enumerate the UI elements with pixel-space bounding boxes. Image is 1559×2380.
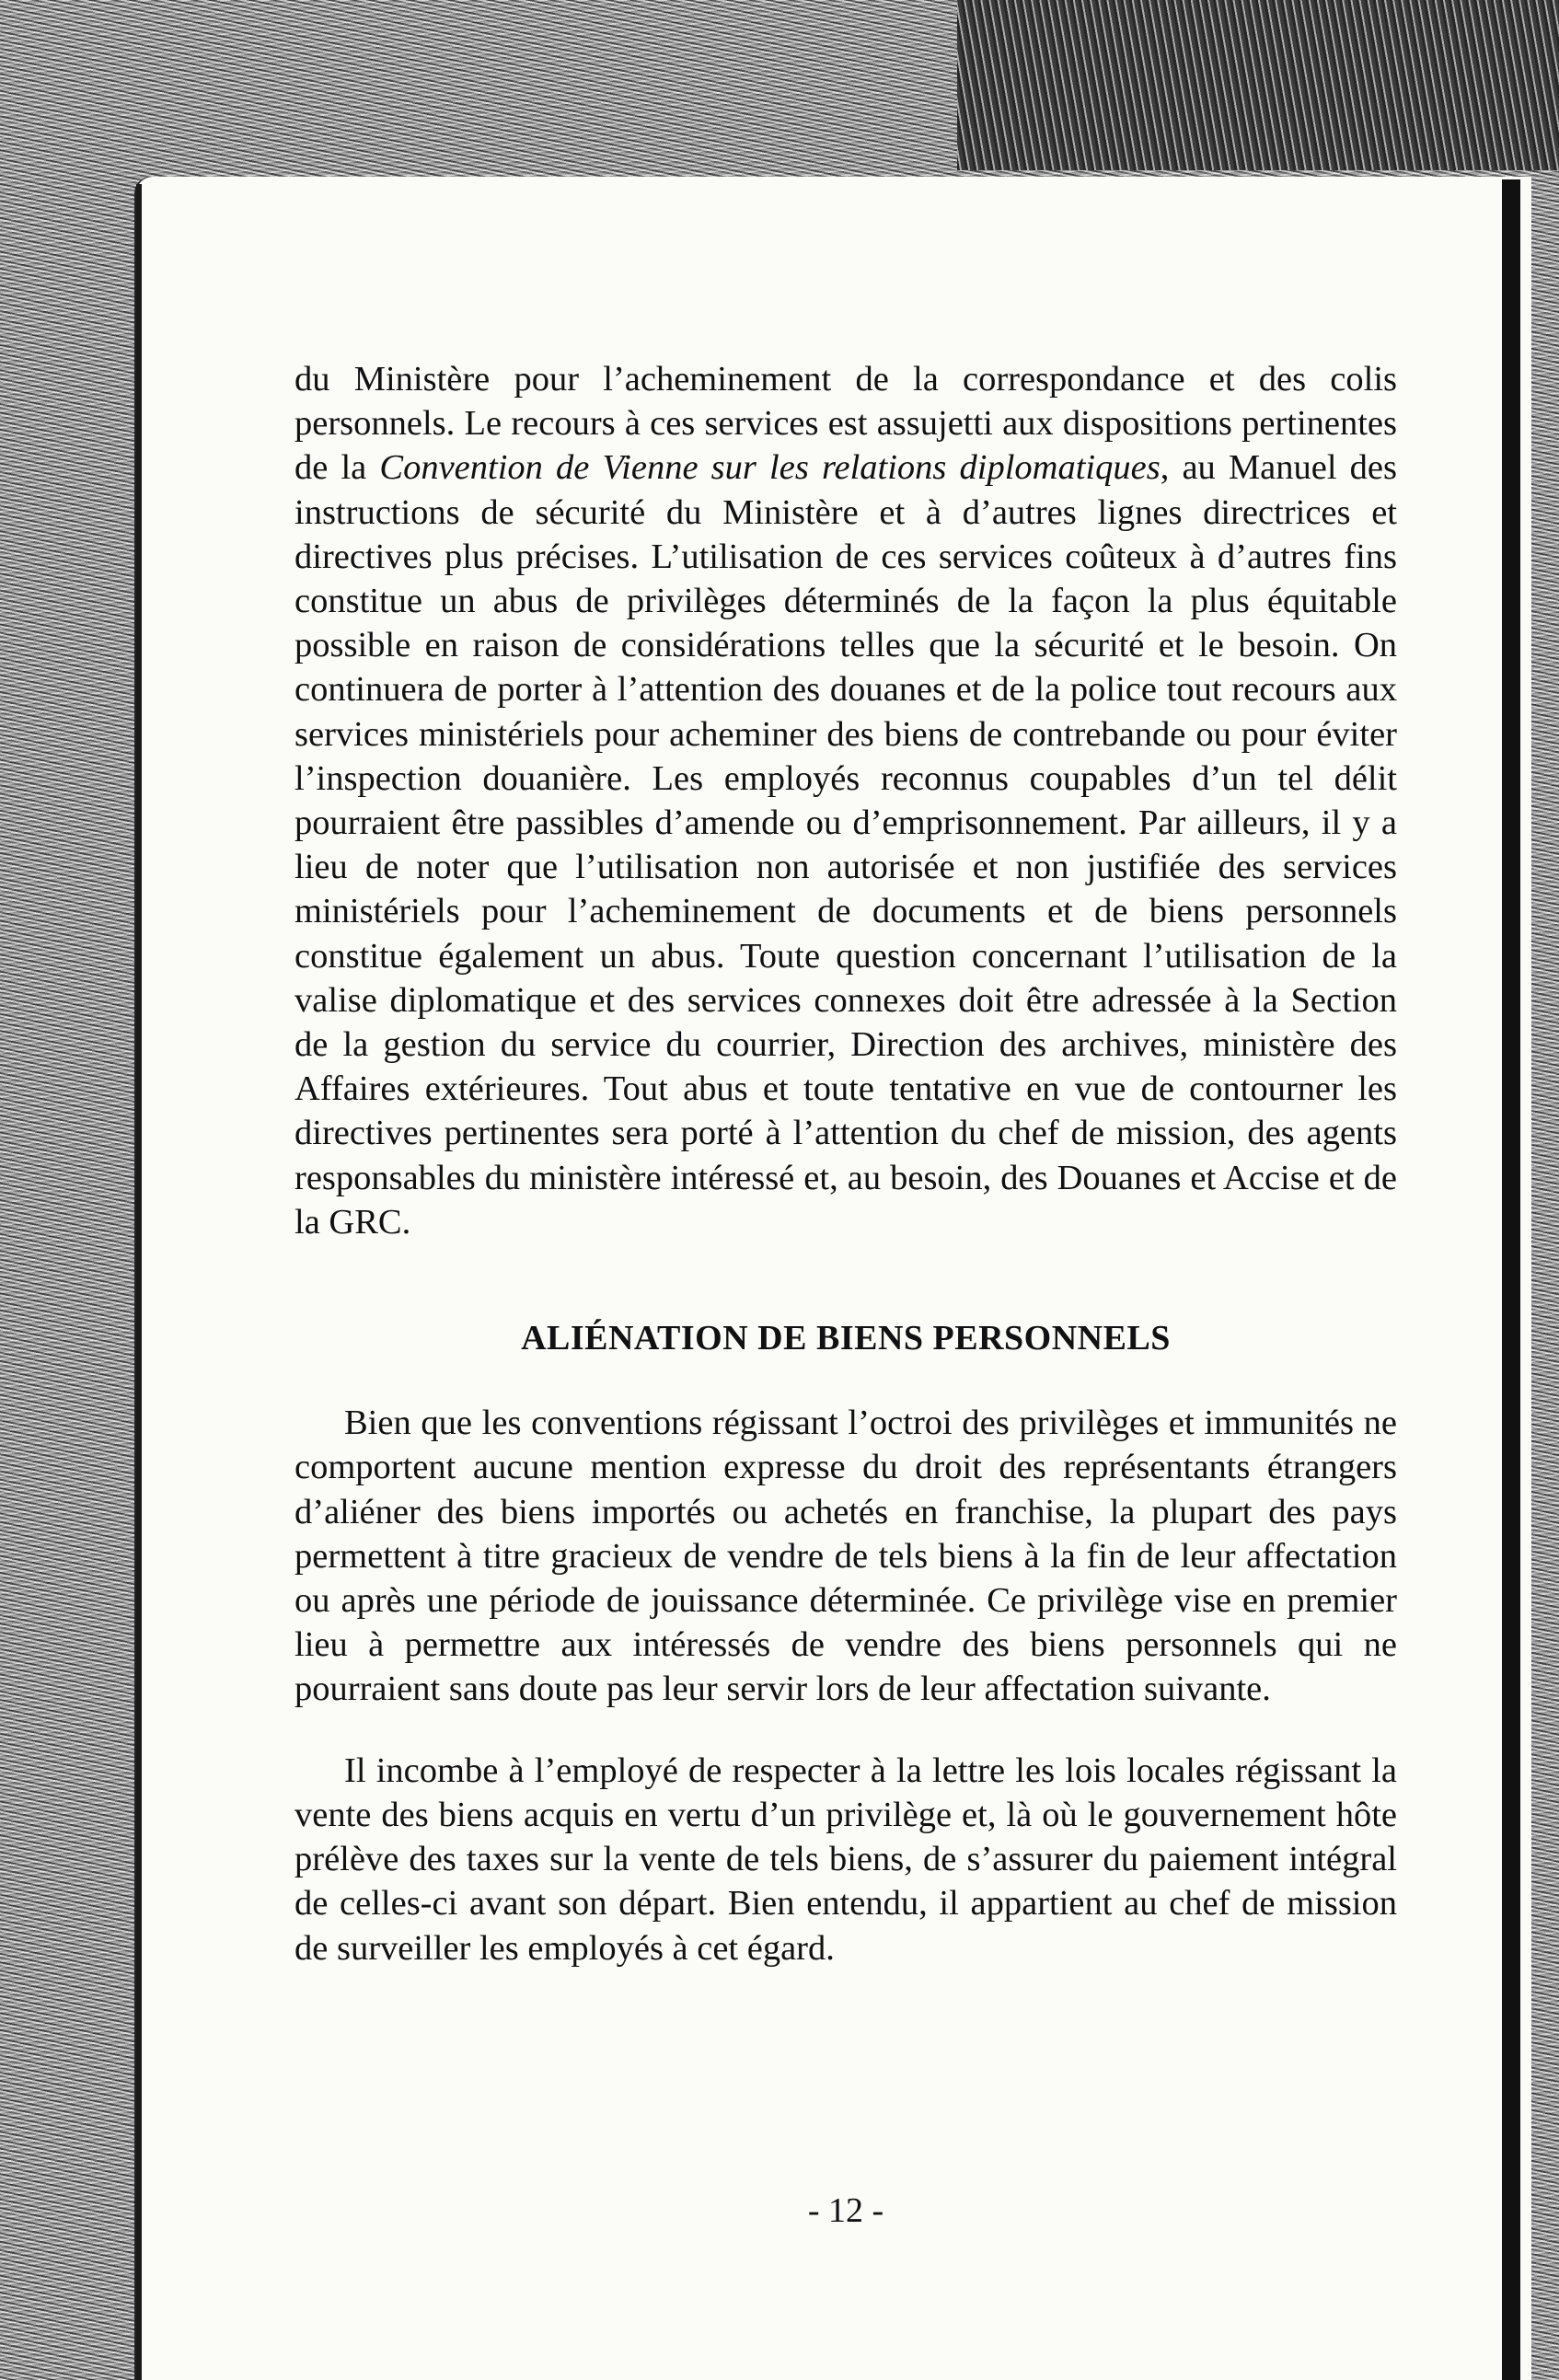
- page-number: - 12 -: [807, 2191, 884, 2230]
- scan-dark-area: [957, 0, 1559, 170]
- paragraph-gap: [294, 1712, 1397, 1749]
- paragraph-2: Bien que les conventions régissant l’octroi des privilèges et immunités ne comportent aucune mention expresse du droit des représentants étrangers d’aliéner des biens importés ou achetés en franchise, la plupart des pays permettent à titre gracieux de vendre de tels biens à la fin de leur affectation ou après une période de jouissance déterminée. Ce privilège vise en premier lieu à permettre aux intéressés de vendre des biens personnels qui ne pourraient sans doute pas leur servir lors de leur affectation suivante.: [294, 1404, 1397, 1709]
- paragraph-1-part1: du Ministère pour l’acheminement de la correspondance et des colis personnels. Le recours à ces services est assujetti aux dispositions pertinentes de la: [294, 360, 1397, 488]
- page-right-edge: [1502, 179, 1520, 2380]
- paragraph-1-part2: , au Manuel des instructions de sécurité du Ministère et à d’autres lignes directrices et directives plus précises. L’utilisation de ces services coûteux à d’autres fins constitue un abus de privilèges déterminés de la façon la plus équitable possible en raison de considérations telles que la sécurité et le besoin. On continuera de porter à l’attention des douanes et de la police tout recours aux services ministériels pour acheminer des biens de contrebande ou pour éviter l’inspection douanière. Les employés reconnus coupables d’un tel délit pourraient être passibles d’amende ou d’emprisonnement. Par ailleurs, il y a lieu de noter que l’utilisation non autorisée et non justifiée des services ministériels pour l’acheminement de documents et de biens personnels constitue également un abus. Toute question concernant l’utilisation de la valise diplomatique et des services connexes doit être adressée à la Section de la gestion du service du courrier, Direction des archives, ministère des Affaires extérieures. Tout abus et toute tentative en vue de contourner les directives pertinentes sera porté à l’attention du chef de mission, des agents responsables du ministère intéressé et, au besoin, des Douanes et Accise et de la GRC.: [294, 448, 1398, 1242]
- paragraph-3: Il incombe à l’employé de respecter à la lettre les lois locales régissant la vente des biens acquis en vertu d’un privilège et, là où le gouvernement hôte prélève des taxes sur la vente de tels biens, de s’assurer du paiement intégral de celles-ci avant son départ. Bien entendu, il appartient au chef de mission de surveiller les employés à cet égard.: [294, 1750, 1397, 1968]
- paragraph-1: [294, 357, 1397, 1244]
- convention-title: Convention de Vienne sur les relations diplomatiques: [379, 448, 1161, 488]
- page-left-edge: [136, 184, 142, 2380]
- section-heading: ALIÉNATION DE BIENS PERSONNELS: [521, 1319, 1171, 1358]
- page-content: [294, 357, 1397, 1970]
